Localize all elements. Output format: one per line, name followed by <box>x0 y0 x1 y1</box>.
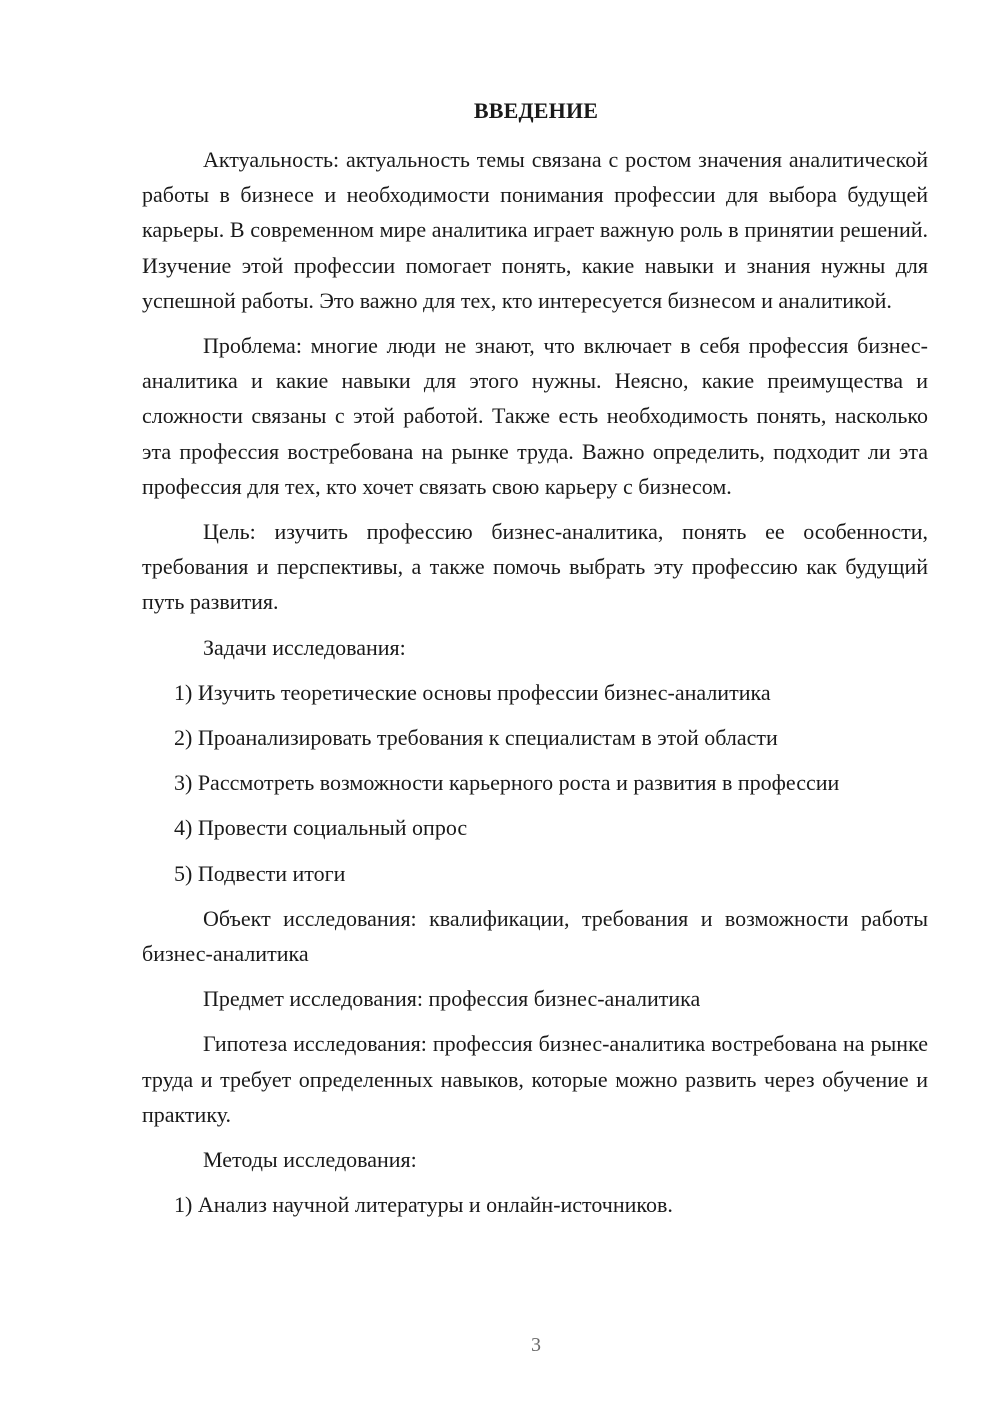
goal-paragraph: Цель: изучить профессию бизнес-аналитика, понять ее особенности, требования и перспективы, а также помочь выбрать эту профессию как будущий путь развития. <box>142 519 928 615</box>
hypothesis-paragraph: Гипотеза исследования: профессия бизнес-аналитика востребована на рынке труда и требует определенных навыков, которые можно развить через обучение и практику. <box>142 1031 928 1127</box>
object-paragraph: Объект исследования: квалификации, требования и возможности работы бизнес-аналитика <box>142 905 928 967</box>
task-item: 3) Рассмотреть возможности карьерного роста и развития в профессии <box>174 770 840 796</box>
tasks-heading: Задачи исследования: <box>203 634 406 660</box>
task-item: 2) Проанализировать требования к специалистам в этой области <box>174 725 778 751</box>
problem-paragraph: Проблема: многие люди не знают, что включает в себя профессия бизнес-аналитика и какие навыки для этого нужны. Неясно, какие преимущества и сложности связаны с этой работой. Также есть необходимость понять, насколько эта профессия востребована на рынке труда. Важно определить, подходит ли эта профессия для тех, кто хочет связать свою карьеру с бизнесом. <box>142 333 928 499</box>
document-body <box>142 142 928 1232</box>
task-item: 5) Подвести итоги <box>174 860 346 886</box>
subject-paragraph: Предмет исследования: профессия бизнес-аналитика <box>203 986 701 1012</box>
task-item: 4) Провести социальный опрос <box>174 815 468 841</box>
task-item: 1) Изучить теоретические основы профессии бизнес-аналитика <box>174 679 771 705</box>
relevance-paragraph: Актуальность: актуальность темы связана с ростом значения аналитической работы в бизнесе и необходимости понимания профессии для выбора будущей карьеры. В современном мире аналитика играет важную роль в принятии решений. Изучение этой профессии помогает понять, какие навыки и знания нужны для успешной работы. Это важно для тех, кто интересуется бизнесом и аналитикой. <box>142 147 928 313</box>
method-item: 1) Анализ научной литературы и онлайн-источников. <box>174 1192 673 1218</box>
section-title: ВВЕДЕНИЕ <box>473 98 599 123</box>
methods-heading: Методы исследования: <box>203 1147 417 1173</box>
page-number: 3 <box>531 1334 541 1356</box>
